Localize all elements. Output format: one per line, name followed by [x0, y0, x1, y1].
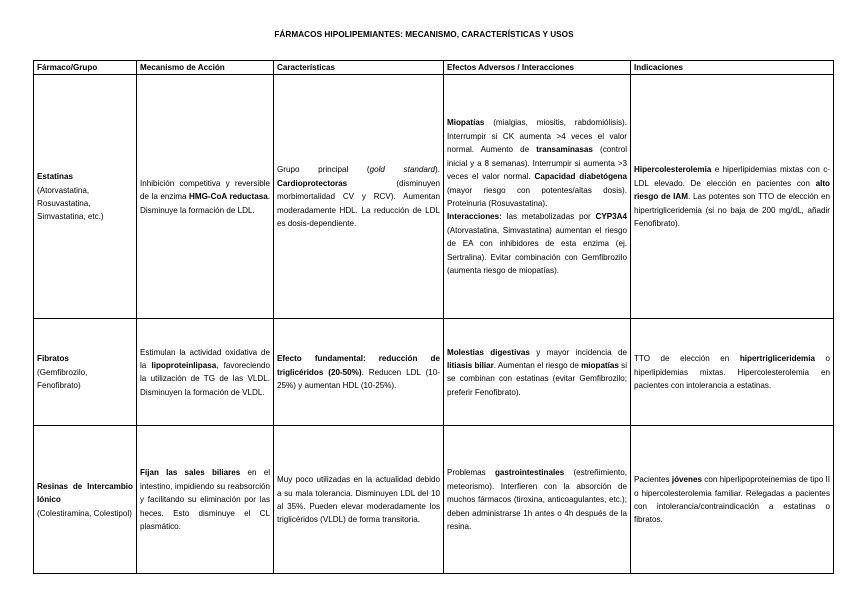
group-name: Estatinas — [37, 172, 73, 182]
mechanism-cell: Inhibición competitiva y reversible de la enzima HMG-CoA reductasa. Disminuye la formación de LDL. — [137, 75, 274, 319]
drug-group-cell — [34, 319, 137, 426]
header-indications: Indicaciones — [631, 61, 834, 75]
indications-cell: Hipercolesterolemia e hiperlipidemias mixtas con c-LDL elevado. De elección en pacientes con alto riesgo de IAM. Las potentes son TTO de elección en hipertrigliceridemia (si no baja de 200 mg/dL, añadir Fenofibrato). — [631, 75, 834, 319]
mechanism-cell: Estimulan la actividad oxidativa de la lipoproteinlipasa, favoreciendo la utilización de TG de las VLDL. Disminuyen la formación de VLDL. — [137, 319, 274, 426]
characteristics-cell: Efecto fundamental: reducción de triglicéridos (20-50%). Reducen LDL (10-25%) y aumentan HDL (10-25%). — [274, 319, 444, 426]
header-drug-group: Fármaco/Grupo — [34, 61, 137, 75]
group-name: Resinas de Intercambio Iónico — [37, 481, 133, 505]
indications-cell: Pacientes jóvenes con hiperlipoproteinemias de tipo II o hipercolesterolemia familiar. Relegadas a pacientes con intolerancia/contraindicación a estatinas o fibratos. — [631, 426, 834, 574]
indications-cell: TTO de elección en hipertrigliceridemia o hiperlipidemias mixtas. Hipercolesterolemia en pacientes con intolerancia a estatinas. — [631, 319, 834, 426]
drug-group-cell — [34, 426, 137, 574]
mechanism-cell: Fijan las sales biliares en el intestino, impidiendo su reabsorción y facilitando su eliminación por las heces. Esto disminuye el CL plasmático. — [137, 426, 274, 574]
header-mechanism: Mecanismo de Acción — [137, 61, 274, 75]
group-name: Fibratos — [37, 354, 69, 364]
header-adverse-effects: Efectos Adversos / Interacciones — [444, 61, 631, 75]
adverse-effects-cell: Miopatías (mialgias, miositis, rabdomiólisis). Interrumpir si CK aumenta >4 veces el valor normal. Aumento de transaminasas (control inicial y a 8 semanas). Interrumpir si aumenta >3 veces el valor normal. Capacidad diabetógena (mayor riesgo con potentes/altas dosis). Proteinuria (Rosuvastatina). Interacciones: las metabolizadas por CYP3A4 (Atorvastatina, Simvastatina) aumentan el riesgo de EA con inhibidores de esta enzima (ej. Sertralina). Evitar combinación con Gemfibrozilo (aumenta riesgo de miopatías). — [444, 75, 631, 319]
drug-group-cell — [34, 75, 137, 319]
document-title: FÁRMACOS HIPOLIPEMIANTES: MECANISMO, CARACTERÍSTICAS Y USOS — [274, 30, 574, 39]
table-header-row — [34, 61, 834, 75]
table-row — [34, 426, 834, 574]
adverse-effects-cell: Molestias digestivas y mayor incidencia de litiasis biliar. Aumentan el riesgo de miopatías si se combinan con estatinas (evitar Gemfibrozilo; preferir Fenofibrato). — [444, 319, 631, 426]
characteristics-cell: Grupo principal (gold standard). Cardioprotectoras (disminuyen morbimortalidad CV y RCV). Aumentan moderadamente HDL. La reducción de LDL es dosis-dependiente. — [274, 75, 444, 319]
header-characteristics: Características — [274, 61, 444, 75]
drug-table — [33, 60, 834, 574]
table-row — [34, 319, 834, 426]
table-row — [34, 75, 834, 319]
group-drugs: (Atorvastatina, Rosuvastatina, Simvastatina, etc.) — [37, 185, 104, 222]
group-drugs: (Gemfibrozilo, Fenofibrato) — [37, 367, 88, 391]
group-drugs: (Colestiramina, Colestipol) — [37, 508, 132, 518]
characteristics-cell: Muy poco utilizadas en la actualidad debido a su mala tolerancia. Disminuyen LDL del 10 al 35%. Pueden elevar moderadamente los triglicéridos (VLDL) de forma transitoria. — [274, 426, 444, 574]
adverse-effects-cell: Problemas gastrointestinales (estreñimiento, meteorismo). Interfieren con la absorción de muchos fármacos (tiroxina, anticoagulantes, etc.); deben administrarse 1h antes o 4h después de la resina. — [444, 426, 631, 574]
